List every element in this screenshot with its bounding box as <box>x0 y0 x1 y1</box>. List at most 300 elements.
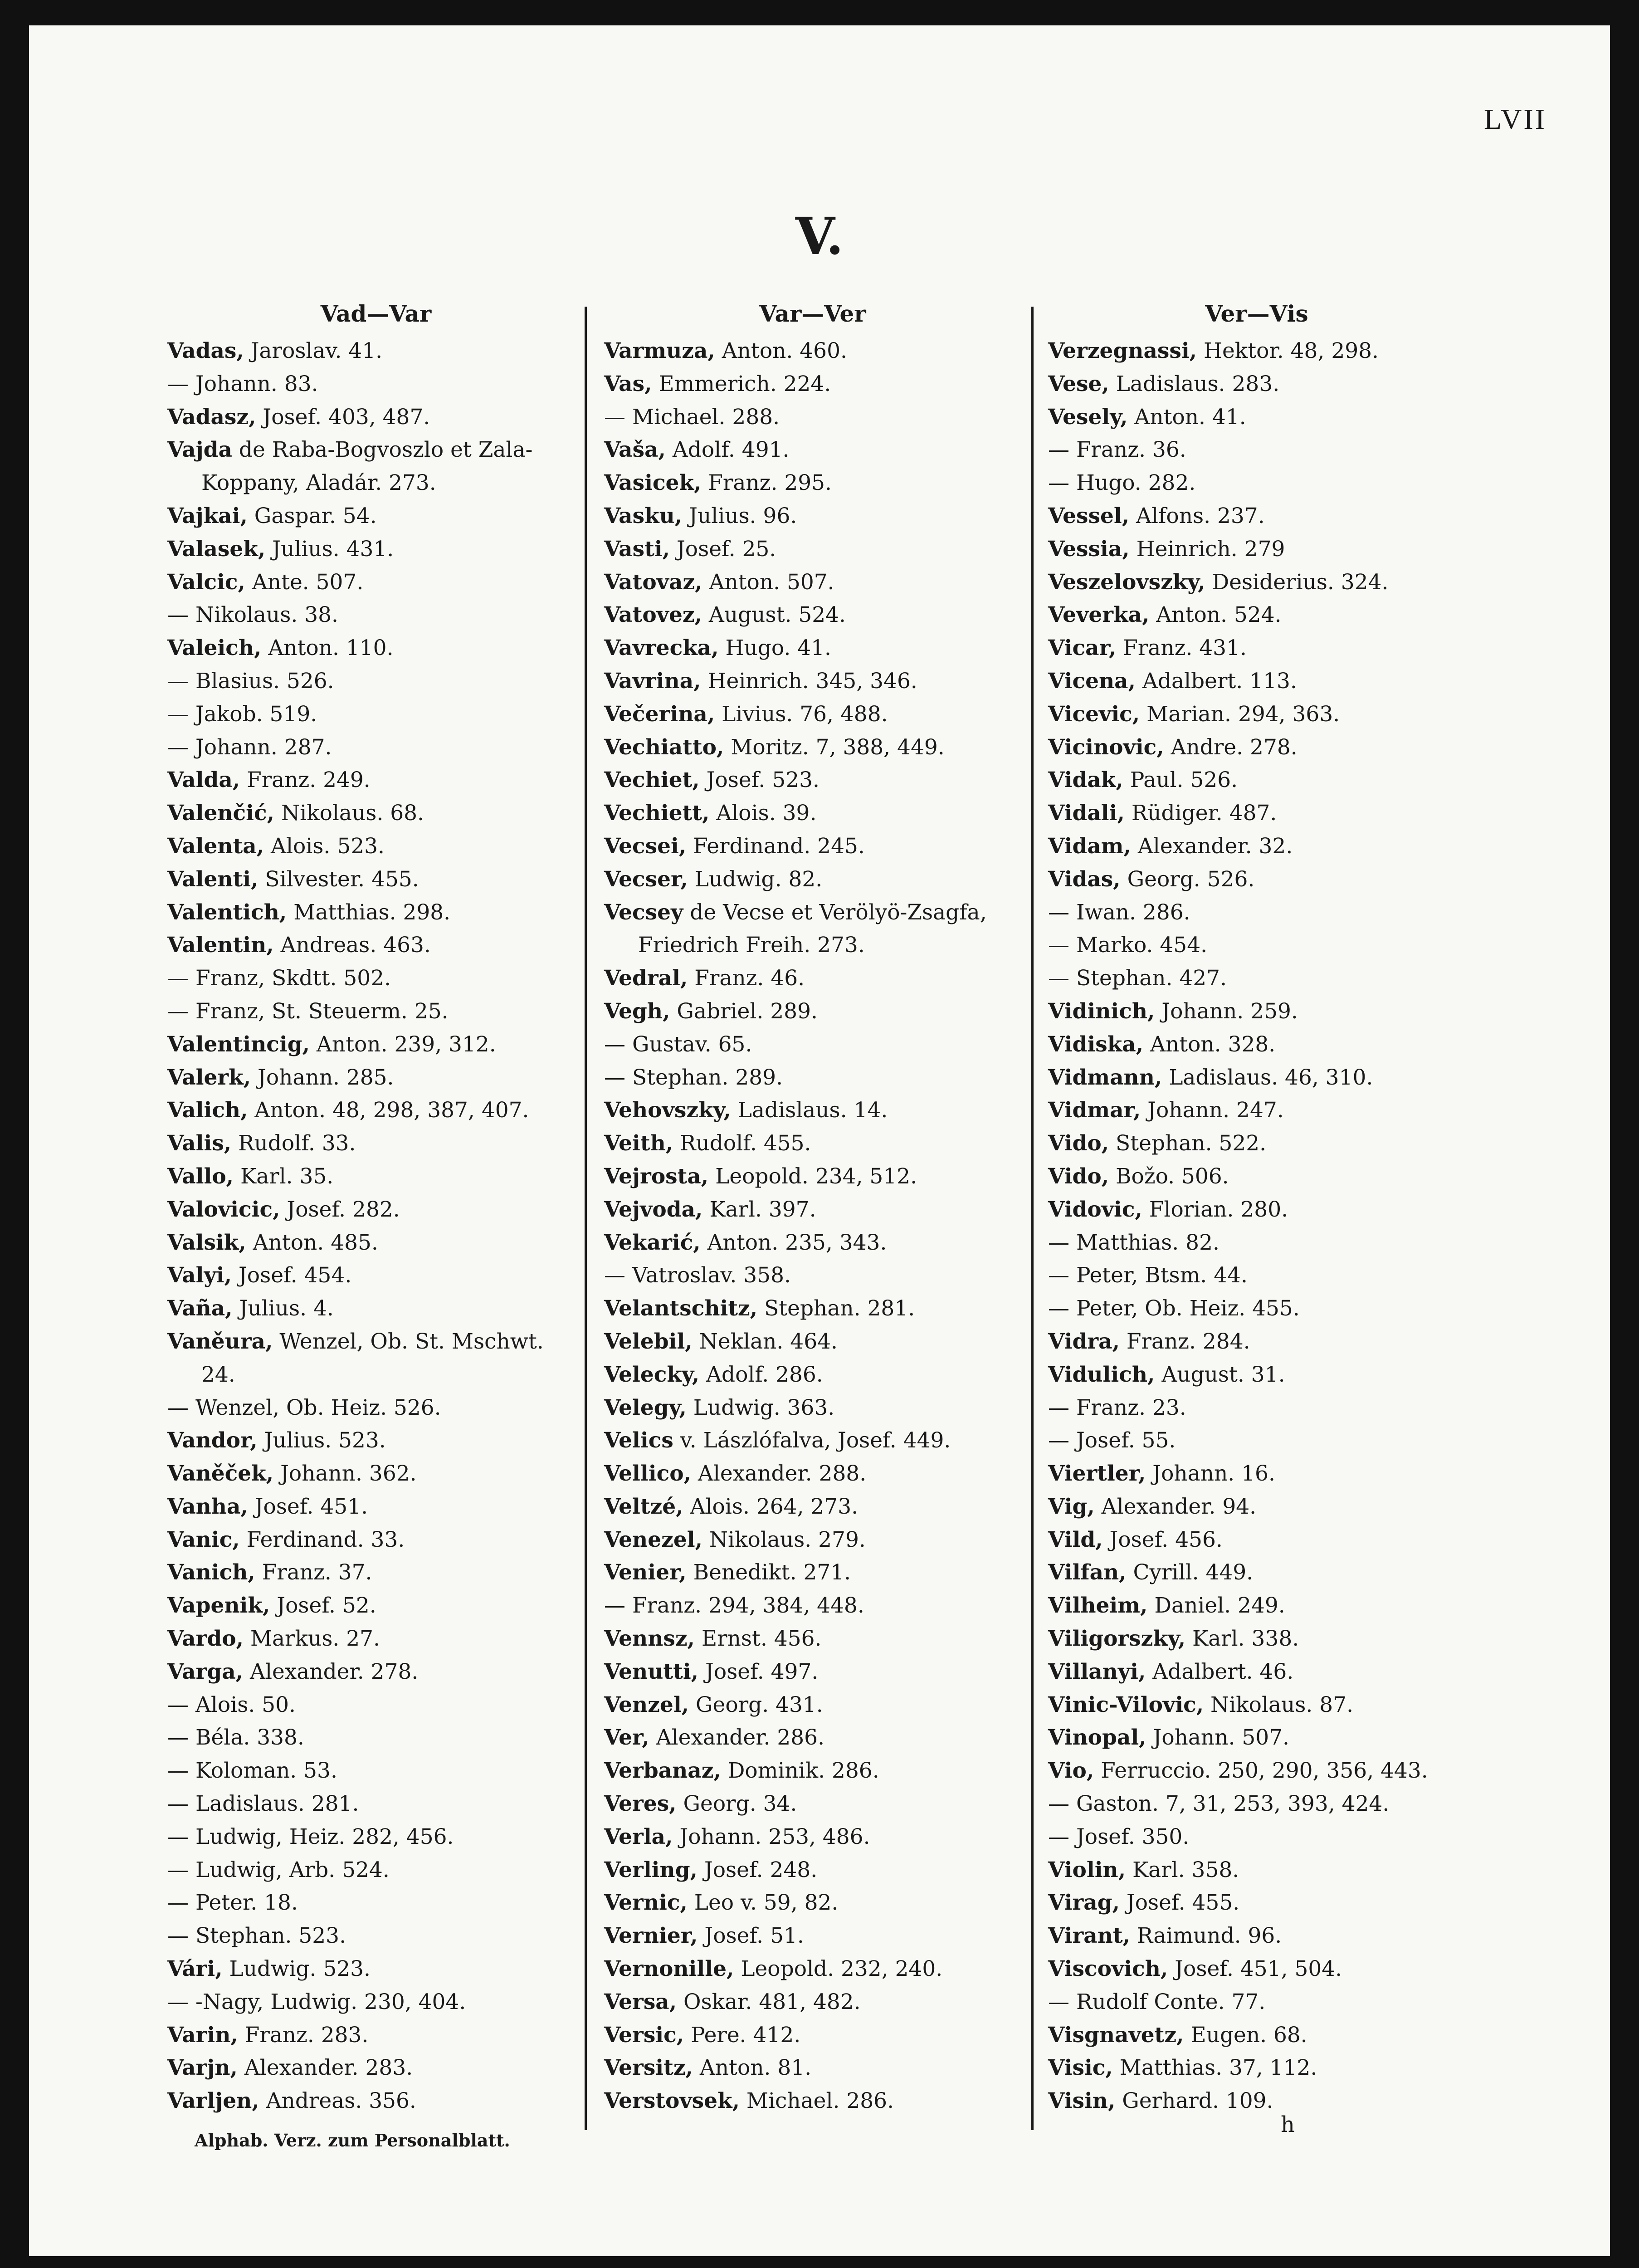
entry-detail: Alois. 39. <box>709 801 817 826</box>
index-entry <box>167 1392 585 1425</box>
entry-detail: Alexander. 286. <box>649 1725 825 1750</box>
index-entry <box>604 566 1021 599</box>
index-entry <box>167 1227 585 1260</box>
entry-detail: Karl. 358. <box>1126 1857 1239 1882</box>
index-entry <box>1048 1457 1465 1491</box>
index-entry <box>604 1887 1021 1920</box>
index-entry <box>604 1623 1021 1656</box>
entry-detail: Andreas. 356. <box>259 2088 416 2114</box>
entry-detail: Oskar. 481, 482. <box>677 1989 861 2014</box>
entry-surname: Viscovich, <box>1048 1956 1168 1982</box>
entry-surname: Veith, <box>604 1131 673 1156</box>
index-entry <box>167 1689 585 1722</box>
index-entry <box>604 2052 1021 2085</box>
entry-surname: Vallo, <box>167 1163 234 1189</box>
index-entry <box>604 1061 1021 1095</box>
entry-surname: Vandor, <box>167 1428 258 1453</box>
entry-detail: de Raba-Bogvoszlo et Zala- <box>232 437 533 463</box>
index-column-3 <box>1048 293 1465 2118</box>
entry-detail: Anton. 507. <box>702 569 834 595</box>
entry-surname: Valcic, <box>167 569 245 595</box>
entry-detail: — Nikolaus. 38. <box>167 602 338 628</box>
entry-surname: Valich, <box>167 1098 248 1123</box>
entry-surname: Vessel, <box>1048 503 1130 528</box>
entry-surname: Vasti, <box>604 536 670 562</box>
entry-surname: Venutti, <box>604 1659 699 1684</box>
entry-detail: Josef. 25. <box>670 536 776 562</box>
entry-detail: Hugo. 41. <box>718 635 831 661</box>
index-entry <box>604 1392 1021 1425</box>
entry-surname: Verla, <box>604 1824 673 1849</box>
entry-surname: Versa, <box>604 1989 677 2014</box>
entry-detail: Jaroslav. 41. <box>244 338 383 363</box>
index-entry <box>1048 995 1465 1028</box>
index-entry <box>1048 467 1465 500</box>
entry-detail: — Josef. 55. <box>1048 1428 1176 1453</box>
entry-detail: Ferdinand. 33. <box>239 1527 405 1552</box>
index-entry <box>1048 1127 1465 1160</box>
index-entry <box>1048 1788 1465 1821</box>
entry-detail: Adalbert. 46. <box>1146 1659 1294 1684</box>
index-entry <box>167 1292 585 1325</box>
index-entry <box>1048 698 1465 731</box>
entry-detail: — Stephan. 289. <box>604 1065 783 1090</box>
entry-detail: — Vatroslav. 358. <box>604 1263 791 1288</box>
index-entry <box>604 1457 1021 1491</box>
index-entry <box>167 1160 585 1193</box>
entry-surname: Venier, <box>604 1560 687 1585</box>
index-entry <box>167 962 585 995</box>
entry-surname: Večerina, <box>604 701 715 727</box>
entry-surname: Verling, <box>604 1857 698 1882</box>
index-entry <box>167 1920 585 1953</box>
entry-detail: — Ludwig, Arb. 524. <box>167 1857 390 1882</box>
index-entry <box>604 896 1021 929</box>
entry-detail: — Stephan. 427. <box>1048 966 1227 991</box>
entry-detail: Anton. 328. <box>1143 1031 1276 1057</box>
index-entry <box>1048 2052 1465 2085</box>
entry-detail: — Franz. 23. <box>1048 1395 1186 1420</box>
entry-surname: Vidam, <box>1048 833 1131 859</box>
entry-detail: Johann. 253, 486. <box>673 1824 870 1849</box>
entry-surname: Valenta, <box>167 833 264 859</box>
entry-detail: Alexander. 94. <box>1094 1494 1257 1519</box>
entry-detail: Alexander. 288. <box>691 1461 867 1486</box>
entry-detail: Josef. 451. <box>248 1494 368 1519</box>
entry-surname: Vári, <box>167 1956 223 1982</box>
entry-surname: Vadas, <box>167 338 244 363</box>
index-entry <box>1048 665 1465 698</box>
entry-surname: Vedral, <box>604 966 688 991</box>
index-entry <box>1048 1227 1465 1260</box>
entry-detail: Gabriel. 289. <box>670 998 818 1024</box>
entry-surname: Vidinich, <box>1048 998 1155 1024</box>
entry-detail: Ludwig. 523. <box>222 1956 371 1982</box>
page-number: LVII <box>1483 103 1546 135</box>
entry-detail: — Rudolf Conte. 77. <box>1048 1989 1266 2014</box>
index-entry <box>167 566 585 599</box>
entry-surname: Virant, <box>1048 1923 1130 1949</box>
entry-detail: Franz. 249. <box>240 767 371 793</box>
entry-surname: Versitz, <box>604 2055 693 2081</box>
index-entry <box>1048 533 1465 566</box>
entry-surname: Ver, <box>604 1725 649 1750</box>
entry-surname: Vaša, <box>604 437 666 463</box>
index-entry <box>604 995 1021 1028</box>
entry-detail: Adolf. 491. <box>665 437 790 463</box>
entry-detail: — Ladislaus. 281. <box>167 1791 359 1817</box>
index-entry <box>604 863 1021 896</box>
entry-surname: Vanich, <box>167 1560 255 1585</box>
entry-detail: — Franz. 294, 384, 448. <box>604 1593 864 1618</box>
index-entry <box>1048 1953 1465 1986</box>
entry-detail: Franz. 283. <box>238 2022 369 2048</box>
index-entry <box>604 929 1021 962</box>
entry-surname: Varljen, <box>167 2088 259 2114</box>
index-entry <box>167 1359 585 1392</box>
entry-detail: Johann. 507. <box>1146 1725 1289 1750</box>
entry-detail: Anton. 110. <box>261 635 394 661</box>
entry-detail: Wenzel, Ob. St. Mschwt. <box>273 1329 544 1354</box>
index-entry <box>604 1259 1021 1292</box>
entry-surname: Vesely, <box>1048 404 1128 430</box>
entry-detail: Josef. 497. <box>698 1659 819 1684</box>
entry-detail: Georg. 431. <box>689 1692 823 1717</box>
entry-detail: Nikolaus. 87. <box>1204 1692 1354 1717</box>
index-entry <box>1048 1424 1465 1457</box>
index-entry <box>604 1755 1021 1788</box>
index-column-2 <box>604 293 1021 2118</box>
entry-detail: Gerhard. 109. <box>1115 2088 1273 2114</box>
index-entry <box>1048 1094 1465 1127</box>
index-entry <box>604 632 1021 665</box>
index-entry <box>1048 1721 1465 1755</box>
index-entry <box>167 368 585 401</box>
entry-detail: — Franz. 36. <box>1048 437 1186 463</box>
entry-detail: Raimund. 96. <box>1130 1923 1282 1949</box>
entry-surname: Vajkai, <box>167 503 248 528</box>
entry-surname: Vajda <box>167 437 232 463</box>
entry-detail: Julius. 4. <box>232 1296 334 1321</box>
entry-detail: Josef. 451, 504. <box>1168 1956 1342 1982</box>
index-column-1 <box>167 293 585 2118</box>
entry-detail: Josef. 455. <box>1119 1890 1240 1916</box>
index-entry <box>604 1127 1021 1160</box>
index-entry <box>604 698 1021 731</box>
entry-detail: Nikolaus. 279. <box>702 1527 866 1552</box>
index-entry <box>167 2019 585 2052</box>
entry-detail: Adolf. 286. <box>699 1362 823 1387</box>
index-entry <box>167 1556 585 1589</box>
index-entry <box>604 1821 1021 1854</box>
index-entry <box>1048 599 1465 632</box>
entry-detail: Gaspar. 54. <box>247 503 377 528</box>
entry-detail: Ernst. 456. <box>694 1626 822 1652</box>
entry-detail: Josef. 523. <box>699 767 820 793</box>
entry-detail: 24. <box>201 1362 235 1387</box>
index-entry <box>604 1986 1021 2019</box>
entry-surname: Vido, <box>1048 1131 1109 1156</box>
entry-detail: Ludwig. 363. <box>686 1395 835 1420</box>
entry-detail: August. 31. <box>1155 1362 1285 1387</box>
entry-surname: Vennsz, <box>604 1626 695 1652</box>
column-divider <box>1031 307 1034 2130</box>
index-entry <box>167 698 585 731</box>
entry-surname: Varjn, <box>167 2055 238 2081</box>
entry-detail: Pere. 412. <box>684 2022 801 2048</box>
index-entry <box>1048 731 1465 764</box>
index-entry <box>604 1721 1021 1755</box>
entry-detail: Franz. 295. <box>701 470 832 496</box>
entry-detail: Andreas. 463. <box>273 933 431 958</box>
entry-surname: Valenčić, <box>167 801 274 826</box>
entry-detail: Franz. 37. <box>255 1560 372 1585</box>
entry-detail: Dominik. 286. <box>721 1758 879 1784</box>
index-entry <box>1048 962 1465 995</box>
entry-detail: Leopold. 234, 512. <box>708 1163 917 1189</box>
entry-detail: — Alois. 50. <box>167 1692 296 1717</box>
index-entry <box>604 1953 1021 1986</box>
index-entry <box>167 467 585 500</box>
entry-detail: Moritz. 7, 388, 449. <box>724 734 945 760</box>
index-entry <box>167 896 585 929</box>
index-entry <box>167 1887 585 1920</box>
index-entry <box>604 1491 1021 1524</box>
entry-surname: Valsik, <box>167 1230 246 1255</box>
entry-detail: Josef. 248. <box>697 1857 818 1882</box>
index-entry <box>167 995 585 1028</box>
entry-surname: Vinopal, <box>1048 1725 1146 1750</box>
entry-detail: Alois. 523. <box>264 833 385 859</box>
entry-detail: — Wenzel, Ob. Heiz. 526. <box>167 1395 441 1420</box>
index-entry <box>604 1689 1021 1722</box>
entry-detail: Silvester. 455. <box>258 866 419 892</box>
entry-detail: Julius. 431. <box>265 536 394 562</box>
entry-detail: Neklan. 464. <box>692 1329 838 1354</box>
entry-surname: Vapenik, <box>167 1593 270 1618</box>
entry-detail: Ladislaus. 283. <box>1109 371 1280 396</box>
entry-detail: Paul. 526. <box>1123 767 1238 793</box>
index-entry <box>167 1061 585 1095</box>
entry-surname: Veszelovszky, <box>1048 569 1205 595</box>
entry-detail: — Peter. 18. <box>167 1890 298 1916</box>
entry-detail: — Matthias. 82. <box>1048 1230 1219 1255</box>
entry-detail: — Josef. 350. <box>1048 1824 1190 1849</box>
entry-detail: Anton. 81. <box>693 2055 812 2081</box>
index-entry <box>604 1854 1021 1887</box>
index-entry <box>1048 1589 1465 1623</box>
index-entry <box>1048 1061 1465 1095</box>
entry-surname: Vavrecka, <box>604 635 719 661</box>
index-entry <box>1048 1821 1465 1854</box>
entry-detail: Franz. 284. <box>1119 1329 1250 1354</box>
entry-surname: Veltzé, <box>604 1494 683 1519</box>
entry-surname: Vechiett, <box>604 801 710 826</box>
index-entry <box>167 1589 585 1623</box>
entry-surname: Valyi, <box>167 1263 232 1288</box>
entry-detail: Karl. 397. <box>702 1197 816 1222</box>
index-entry <box>604 1556 1021 1589</box>
index-entry <box>1048 1325 1465 1359</box>
index-entry <box>604 368 1021 401</box>
index-entry <box>167 500 585 533</box>
index-entry <box>1048 1986 1465 2019</box>
index-entry <box>1048 1524 1465 1557</box>
column-divider <box>585 307 587 2130</box>
index-entry <box>167 1028 585 1061</box>
entry-surname: Vardo, <box>167 1626 244 1652</box>
index-entry <box>604 1788 1021 1821</box>
index-entry <box>167 1721 585 1755</box>
entry-surname: Vessia, <box>1048 536 1130 562</box>
entry-detail: Anton. 524. <box>1149 602 1282 628</box>
entry-surname: Visin, <box>1048 2088 1116 2114</box>
entry-detail: Josef. 454. <box>232 1263 352 1288</box>
index-entry <box>167 1491 585 1524</box>
index-entry <box>604 830 1021 863</box>
entry-surname: Vicena, <box>1048 668 1136 694</box>
entry-surname: Vaña, <box>167 1296 233 1321</box>
entry-surname: Varga, <box>167 1659 244 1684</box>
index-entry <box>604 1524 1021 1557</box>
index-entry <box>1048 1392 1465 1425</box>
index-entry <box>1048 1755 1465 1788</box>
entry-detail: Koppany, Aladár. 273. <box>201 470 436 496</box>
entry-detail: Desiderius. 324. <box>1205 569 1389 595</box>
index-entry <box>1048 1623 1465 1656</box>
entry-surname: Vatovez, <box>604 602 702 628</box>
entry-surname: Valerk, <box>167 1065 251 1090</box>
entry-detail: Franz. 46. <box>688 966 805 991</box>
entry-detail: Anton. 41. <box>1127 404 1246 430</box>
entry-detail: Johann. 16. <box>1146 1461 1275 1486</box>
index-entry <box>604 434 1021 467</box>
entry-detail: Johann. 362. <box>273 1461 417 1486</box>
entry-detail: Johann. 259. <box>1155 998 1298 1024</box>
entry-surname: Versic, <box>604 2022 684 2048</box>
entry-detail: Anton. 460. <box>715 338 847 363</box>
entry-detail: — Johann. 83. <box>167 371 318 396</box>
entry-surname: Vanha, <box>167 1494 248 1519</box>
entry-surname: Valeich, <box>167 635 262 661</box>
entry-detail: v. Lászlófalva, Josef. 449. <box>673 1428 951 1453</box>
index-entry <box>1048 1292 1465 1325</box>
index-entry <box>1048 929 1465 962</box>
index-entry <box>167 929 585 962</box>
entry-surname: Vasicek, <box>604 470 702 496</box>
entry-detail: — Hugo. 282. <box>1048 470 1196 496</box>
entry-detail: Leopold. 232, 240. <box>734 1956 943 1982</box>
entry-surname: Velegy, <box>604 1395 687 1420</box>
entry-detail: — Franz, St. Steuerm. 25. <box>167 998 449 1024</box>
index-entry <box>1048 566 1465 599</box>
entry-detail: Matthias. 298. <box>287 899 451 925</box>
entry-detail: Johann. 247. <box>1141 1098 1284 1123</box>
entry-detail: — Gustav. 65. <box>604 1031 752 1057</box>
entry-detail: Cyrill. 449. <box>1126 1560 1254 1585</box>
entry-surname: Violin, <box>1048 1857 1126 1882</box>
index-entry <box>167 632 585 665</box>
entry-detail: Josef. 51. <box>698 1923 804 1949</box>
entry-detail: Božo. 506. <box>1109 1163 1229 1189</box>
entry-detail: Franz. 431. <box>1116 635 1247 661</box>
index-entry <box>167 2052 585 2085</box>
entry-detail: — Koloman. 53. <box>167 1758 337 1784</box>
entry-detail: — Michael. 288. <box>604 404 780 430</box>
entry-surname: Vese, <box>1048 371 1109 396</box>
section-letter: V. <box>795 207 844 266</box>
index-entry <box>604 665 1021 698</box>
index-entry <box>167 1656 585 1689</box>
index-entry <box>1048 1887 1465 1920</box>
entry-surname: Venzel, <box>604 1692 689 1717</box>
entry-surname: Vecsei, <box>604 833 687 859</box>
entry-detail: Karl. 35. <box>234 1163 334 1189</box>
index-entry <box>167 1193 585 1227</box>
entry-detail: Alfons. 237. <box>1129 503 1265 528</box>
index-entry <box>167 434 585 467</box>
entry-detail: August. 524. <box>702 602 846 628</box>
entry-detail: Marian. 294, 363. <box>1140 701 1340 727</box>
index-entry <box>604 1656 1021 1689</box>
entry-detail: — Peter, Ob. Heiz. 455. <box>1048 1296 1300 1321</box>
entry-surname: Valenti, <box>167 866 259 892</box>
index-entry <box>604 1424 1021 1457</box>
index-entry <box>1048 500 1465 533</box>
index-entry <box>1048 368 1465 401</box>
entry-detail: Rüdiger. 487. <box>1124 801 1277 826</box>
entry-detail: Ladislaus. 46, 310. <box>1162 1065 1373 1090</box>
entry-surname: Vernier, <box>604 1923 698 1949</box>
column-2-title: Var—Ver <box>759 300 866 327</box>
entry-surname: Venezel, <box>604 1527 702 1552</box>
index-entry <box>1048 1689 1465 1722</box>
entry-detail: Georg. 526. <box>1120 866 1255 892</box>
index-entry <box>604 2085 1021 2118</box>
index-entry <box>167 1094 585 1127</box>
index-entry <box>167 1524 585 1557</box>
entry-surname: Vechiet, <box>604 767 700 793</box>
index-entry <box>604 1193 1021 1227</box>
entry-detail: Alexander. 278. <box>243 1659 419 1684</box>
entry-surname: Villanyi, <box>1048 1659 1146 1684</box>
entry-surname: Vidmann, <box>1048 1065 1162 1090</box>
index-entry <box>167 401 585 434</box>
index-entry <box>604 731 1021 764</box>
entry-surname: Viertler, <box>1048 1461 1146 1486</box>
column-3-title: Ver—Vis <box>1205 300 1308 327</box>
index-entry <box>1048 1920 1465 1953</box>
entry-surname: Vejvoda, <box>604 1197 703 1222</box>
index-entry <box>604 2019 1021 2052</box>
index-entry <box>167 1623 585 1656</box>
index-entry <box>604 962 1021 995</box>
entry-detail: Josef. 403, 487. <box>256 404 430 430</box>
index-entry <box>604 1028 1021 1061</box>
entry-detail: Ludwig. 82. <box>688 866 823 892</box>
entry-surname: Veverka, <box>1048 602 1150 628</box>
index-entry <box>167 1854 585 1887</box>
index-entry <box>604 1160 1021 1193</box>
entry-surname: Visgnavetz, <box>1048 2022 1184 2048</box>
entry-detail: Alexander. 283. <box>237 2055 413 2081</box>
entry-detail: Alexander. 32. <box>1131 833 1293 859</box>
index-entry <box>167 1259 585 1292</box>
entry-surname: Vegh, <box>604 998 670 1024</box>
entry-detail: Stephan. 281. <box>757 1296 915 1321</box>
entry-surname: Valis, <box>167 1131 232 1156</box>
index-entry <box>1048 1359 1465 1392</box>
